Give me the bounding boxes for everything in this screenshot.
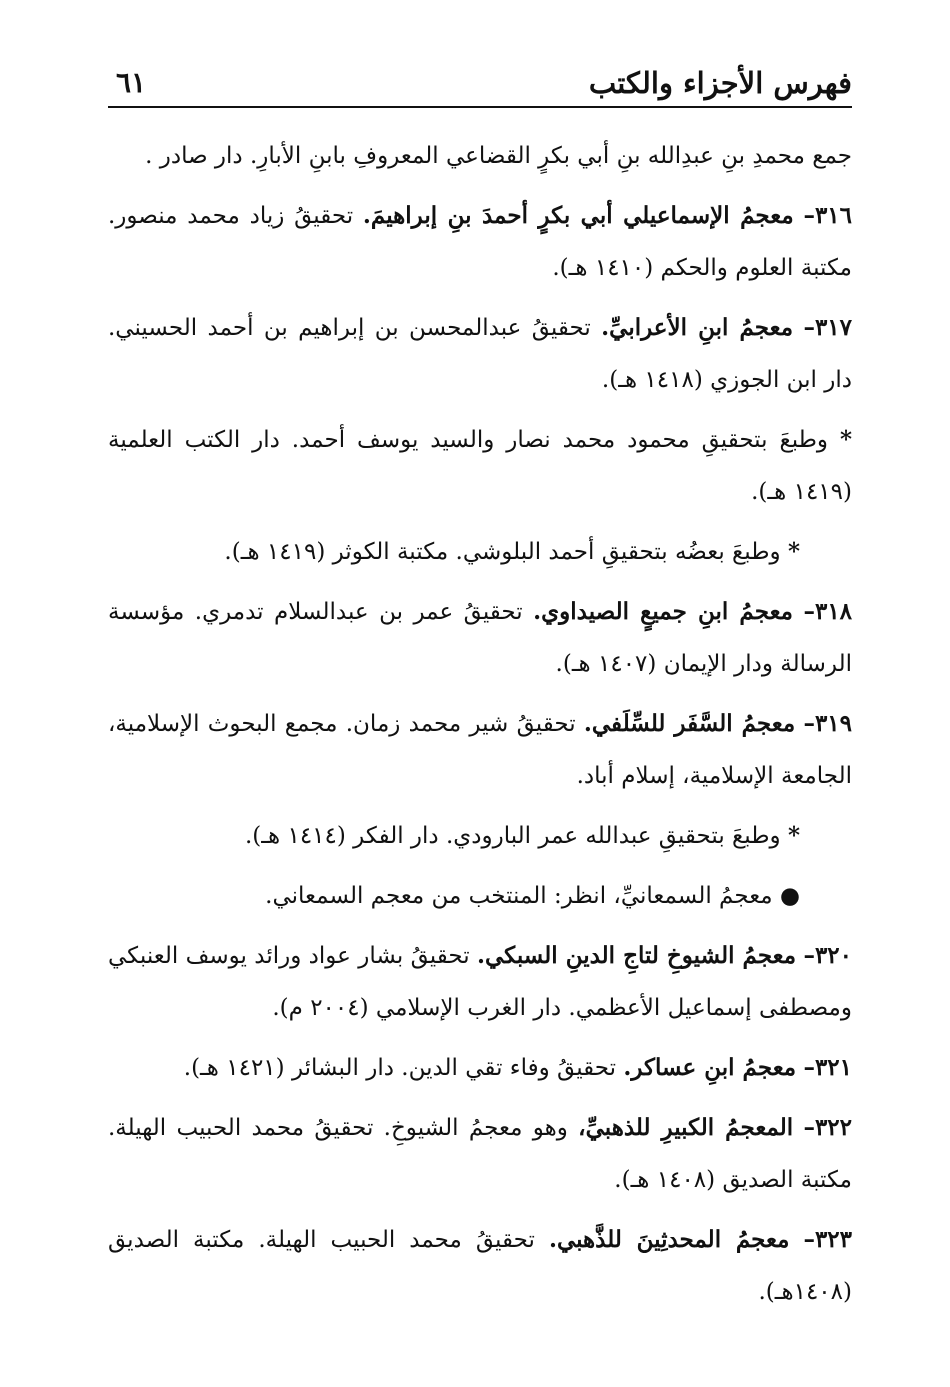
asterisk-marker: * [787,538,800,565]
entry-321 [108,1042,852,1094]
entry-number: ٣١٩– [803,710,852,737]
entry-details: وهو معجمُ الشيوخِ. تحقيقُ محمد الحبيب الهيلة. مكتبة الصديق (١٤٠٨ هـ). [108,1115,852,1193]
note-text: وطبعَ بتحقيقِ محمود محمد نصار والسيد يوسف أحمد. دار الكتب العلمية (١٤١٩ هـ). [108,427,852,505]
entry-text: جمع محمدِ بنِ عبدِالله بنِ أبي بكرٍ القضاعي المعروفِ بابنِ الأبارِ. دار صادر . [145,143,852,169]
asterisk-marker: * [787,822,800,849]
entry-title: معجمُ ابنِ جميعٍ الصيداوي. [533,598,793,625]
header-title: فهرس الأجزاء والكتب [588,66,852,100]
note-text: وطبعَ بتحقيقِ عبدالله عمر البارودي. دار الفكر (١٤١٤ هـ). [245,823,781,849]
entry-title: معجمُ الشيوخِ لتاجِ الدينِ السبكي. [476,942,797,969]
entry-details: تحقيقُ عمر بن عبدالسلام تدمري. مؤسسة الرسالة ودار الإيمان (١٤٠٧ هـ). [108,599,852,677]
entry-320 [108,930,852,1034]
entry-number: ٣٢٢– [803,1114,853,1141]
entry-title: معجمُ المحدثِينَ للذَّهبي. [548,1226,790,1253]
entry-title: معجمُ السَّفَر للسِّلَفي. [583,710,796,737]
running-header [108,60,852,108]
entry-number: ٣١٨– [803,598,853,625]
edition-note [108,526,852,578]
entry-319 [108,698,852,802]
entry-details: تحقيقُ شير محمد زمان. مجمع البحوث الإسلامية، الجامعة الإسلامية، إسلام أباد. [108,711,852,789]
entry-continuation [108,130,852,182]
entry-title: معجمُ الإسماعيلي أبي بكرٍ أحمدَ بنِ إبراهيمَ. [362,202,794,229]
page-number: ٦١ [116,66,147,99]
entry-322 [108,1102,852,1206]
book-page [108,60,852,1326]
entry-317 [108,302,852,406]
cross-reference [108,870,852,922]
entry-details: تحقيقُ محمد الحبيب الهيلة. مكتبة الصديق (١٤٠٨هـ). [108,1227,852,1305]
entry-details: تحقيقُ زياد محمد منصور. مكتبة العلوم والحكم (١٤١٠ هـ). [108,203,852,281]
bullet-marker: ● [779,882,800,909]
entry-number: ٣٢٠– [803,942,852,969]
asterisk-marker: * [839,426,852,453]
entry-details: تحقيقُ عبدالمحسن بن إبراهيم بن أحمد الحسيني. دار ابن الجوزي (١٤١٨ هـ). [108,315,852,393]
page-body [108,130,852,1318]
entry-title: معجمُ ابنِ الأعرابيِّ. [601,314,794,341]
edition-note [108,810,852,862]
entry-title: المعجمُ الكبيرِ للذهبيِّ، [578,1114,794,1141]
entry-number: ٣٢١– [803,1054,852,1081]
entry-details: تحقيقُ بشار عواد ورائد يوسف العنبكي ومصطفى إسماعيل الأعظمي. دار الغرب الإسلامي (٢٠٠٤ م). [108,943,852,1021]
entry-323 [108,1214,852,1318]
entry-details: تحقيقُ وفاء تقي الدين. دار البشائر (١٤٢١ هـ). [183,1055,617,1081]
entry-number: ٣٢٣– [803,1226,852,1253]
entry-title: معجمُ ابنِ عساكر. [623,1054,797,1081]
note-text: معجمُ السمعانيِّ، انظر: المنتخب من معجم السمعاني. [265,883,773,909]
entry-number: ٣١٧– [803,314,853,341]
entry-number: ٣١٦– [803,202,853,229]
entry-318 [108,586,852,690]
entry-316 [108,190,852,294]
edition-note [108,414,852,518]
note-text: وطبعَ بعضُه بتحقيقِ أحمد البلوشي. مكتبة الكوثر (١٤١٩ هـ). [224,539,781,565]
